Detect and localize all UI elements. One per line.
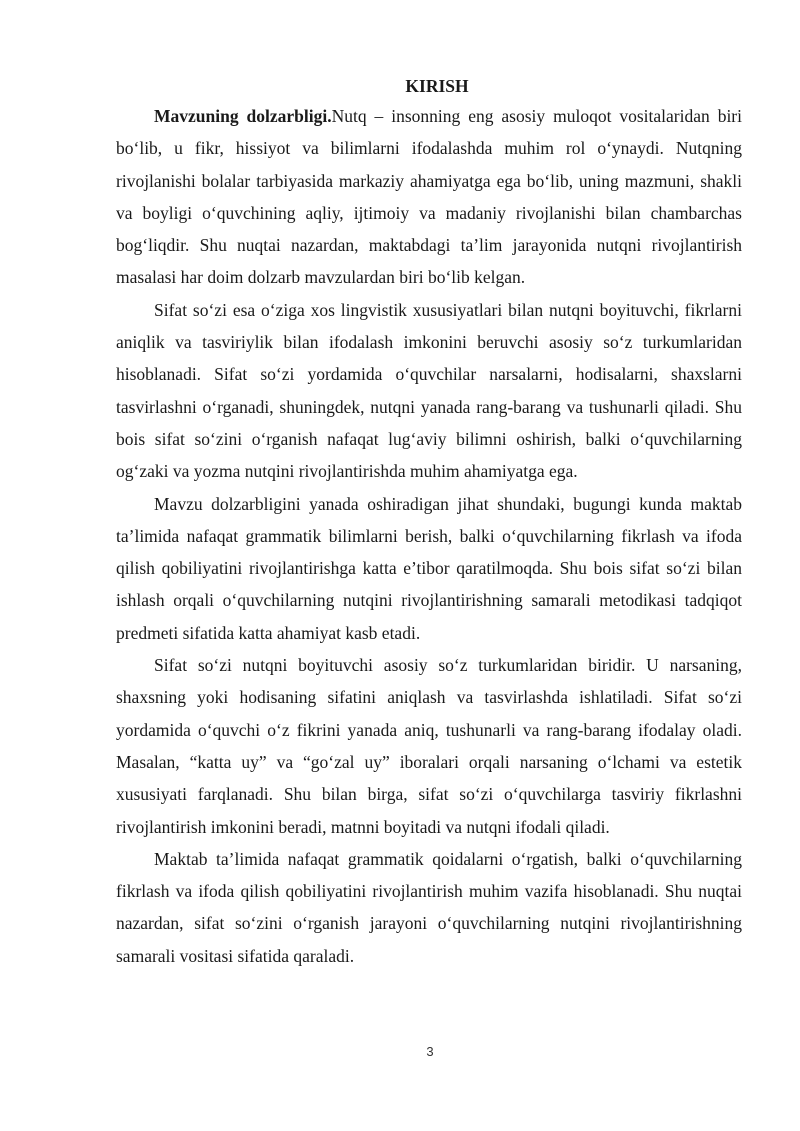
paragraph-school-education: Maktab ta’limida nafaqat grammatik qoidalarni o‘rgatish, balki o‘quvchilarning fikrlash va ifoda qilish qobiliyatini rivojlantirish muhim vazifa hisoblanadi. Shu nuqtai nazardan, sifat so‘zini o‘rganish jarayoni o‘quvchilarning nutqini rivojlantirishning samarali vositasi sifatida qaraladi. [116, 848, 742, 966]
paragraph-text: Nutq – insonning eng asosiy muloqot vositalaridan biri bo‘lib, u fikr, hissiyot va bilimlarni ifodalashda muhim rol o‘ynaydi. Nutqning rivojlanishi bolalar tarbiyasida markaziy ahamiyatga ega bo‘lib, uning mazmuni, shakli va boyligi o‘quvchining aqliy, ijtimoiy va madaniy rivojlanishi bilan chambarchas bog‘liqdir. Shu nuqtai nazardan, maktabdagi ta’lim jarayonida nutqni rivojlantirish masalasi har doim dolzarb mavzulardan biri bo‘lib kelgan. [116, 106, 742, 288]
paragraph-adjective-role: Sifat so‘zi esa o‘ziga xos lingvistik xususiyatlari bilan nutqni boyituvchi, fikrlarni aniqlik va tasviriylik bilan ifodalash imkonini beruvchi asosiy so‘z turkumlaridan hisoblanadi. Sifat so‘zi yordamida o‘quvchilar narsalarni, hodisalarni, shaxslarni tasvirlashni o‘rganadi, shuningdek, nutqni yanada rang-barang va tushunarli qiladi. Shu bois sifat so‘zini o‘rganish nafaqat lug‘aviy bilimni oshirish, balki o‘quvchilarning og‘zaki va yozma nutqini rivojlantirishda muhim ahamiyatga ega. [116, 299, 742, 482]
paragraph-lead: Mavzuning dolzarbligi. [154, 106, 332, 126]
paragraph-topic-relevance: Mavzu dolzarbligini yanada oshiradigan jihat shundaki, bugungi kunda maktab ta’limida nafaqat grammatik bilimlarni berish, balki o‘quvchilarning fikrlash va ifoda qilish qobiliyatini rivojlantirishga katta e’tibor qaratilmoqda. Shu bois sifat so‘zi bilan ishlash orqali o‘quvchilarning nutqini rivojlantirishning samarali metodikasi tadqiqot predmeti sifatida katta ahamiyat kasb etadi. [116, 493, 742, 643]
section-heading: KIRISH [405, 76, 469, 96]
paragraph-relevance [116, 100, 742, 294]
paragraph-adjective-usage: Sifat so‘zi nutqni boyituvchi asosiy so‘z turkumlaridan biridir. U narsaning, shaxsning yoki hodisaning sifatini aniqlash va tasvirlashda ishlatiladi. Sifat so‘zi yordamida o‘quvchi o‘z fikrini yanada aniq, tushunarli va rang-barang ifodalay oladi. Masalan, “katta uy” va “go‘zal uy” iboralari orqali narsaning o‘lchami va estetik xususiyati farqlanadi. Shu bilan birga, sifat so‘zi o‘quvchilarga tasviriy fikrlashni rivojlantirish imkonini beradi, matnni boyitadi va nutqni ifodali qiladi. [116, 655, 742, 837]
page-number: 3 [426, 1044, 434, 1059]
document-page [116, 72, 742, 972]
